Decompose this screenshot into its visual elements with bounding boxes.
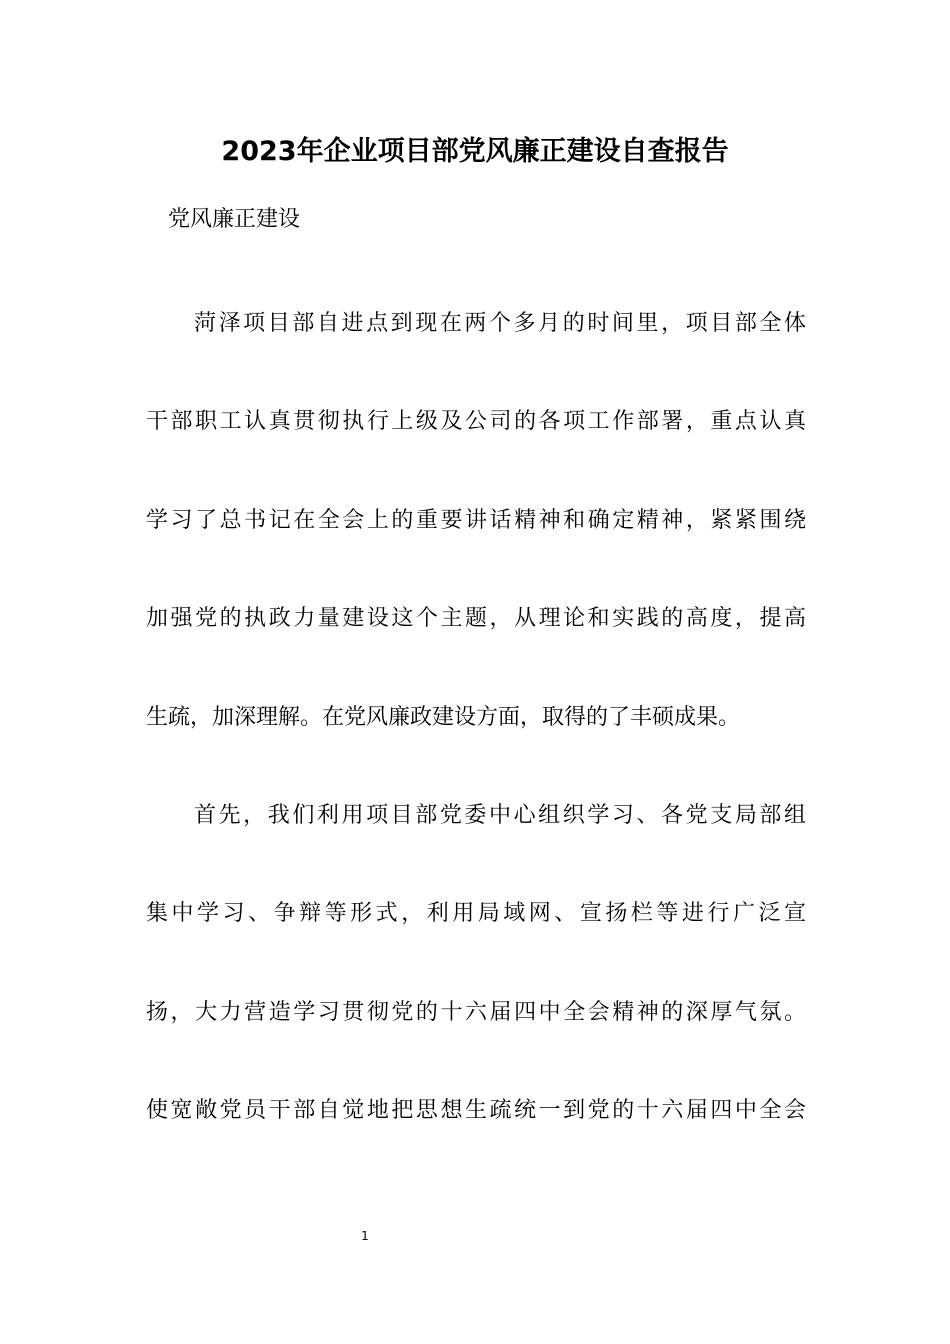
document-title: 2023年企业项目部党风廉正建设自查报告 bbox=[221, 136, 729, 167]
page-number: 1 bbox=[361, 1229, 369, 1243]
paragraph-2-line-2: 集中学习、争辩等形式，利用局域网、宣扬栏等进行广泛宣 bbox=[146, 901, 806, 926]
paragraph-2-line-3: 扬，大力营造学习贯彻党的十六届四中全会精神的深厚气氛。 bbox=[146, 1000, 806, 1025]
paragraph-1-line-3: 学习了总书记在全会上的重要讲话精神和确定精神，紧紧围绕 bbox=[146, 508, 806, 533]
paragraph-2-line-1: 首先，我们利用项目部党委中心组织学习、各党支局部组 bbox=[194, 803, 806, 828]
paragraph-2-line-4: 使宽敞党员干部自觉地把思想生疏统一到党的十六届四中全会 bbox=[146, 1098, 806, 1123]
paragraph-1-line-1: 菏泽项目部自进点到现在两个多月的时间里，项目部全体 bbox=[194, 311, 806, 336]
document-subtitle: 党风廉正建设 bbox=[168, 207, 301, 232]
paragraph-1-line-4: 加强党的执政力量建设这个主题，从理论和实践的高度，提高 bbox=[146, 606, 806, 631]
paragraph-1-line-5: 生疏，加深理解。在党风廉政建设方面，取得的了丰硕成果。 bbox=[146, 705, 741, 730]
paragraph-1-line-2: 干部职工认真贯彻执行上级及公司的各项工作部署，重点认真 bbox=[146, 409, 806, 434]
